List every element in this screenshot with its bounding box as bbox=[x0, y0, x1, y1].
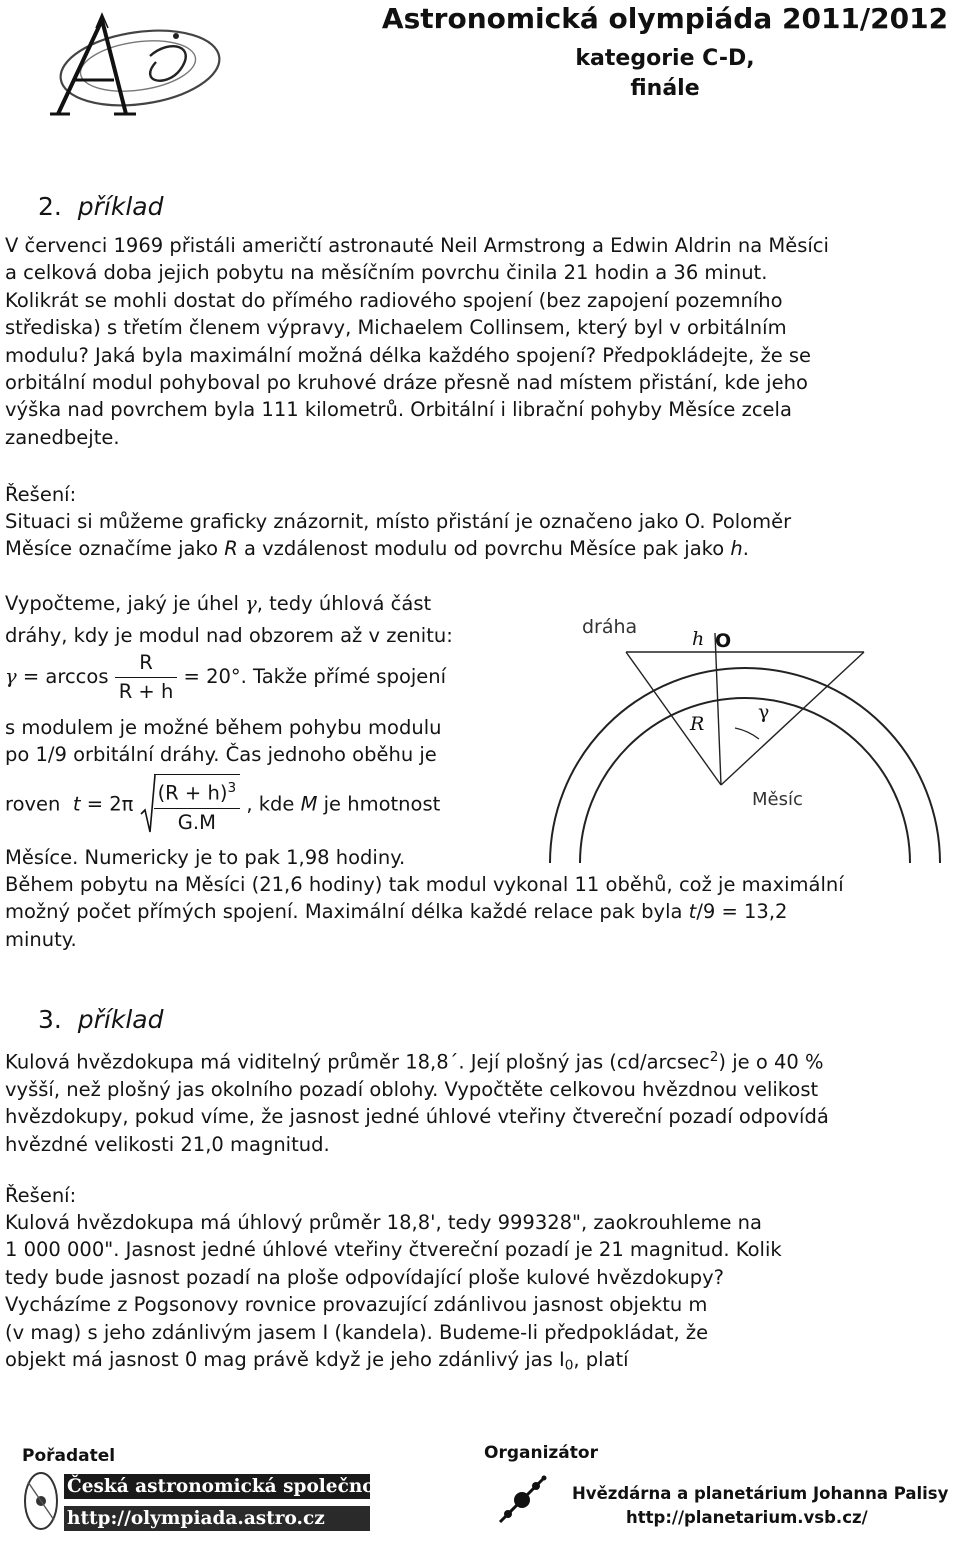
period-fraction: $\frac{(R + h)^3}{G.M}$ bbox=[154, 774, 241, 836]
host-url[interactable]: http://planetarium.vsb.cz/ bbox=[626, 1508, 868, 1527]
round-label: finále bbox=[630, 76, 700, 101]
gamma-label: γ bbox=[758, 701, 770, 723]
gamma-formula: γ = arccos $\frac{R}{R + h}$ = 20°. Takže přímé spojení bbox=[5, 651, 447, 703]
problem-2-text: V červenci 1969 přistáli američtí astronauté Neil Armstrong a Edwin Aldrin na Měsíci a celková doba jejich pobytu na měsíčním povrchu činila 21 hodin a 36 minut. Kolikrát se mohli dostat do přímého radiového spojení (bez zapojení pozemního střediska) s třetím členem výpravy, Michaelem Collinsem, který byl v orbitálním modulu? Jaká byla maximální možná délka každého spojení? Předpokládejte, že se orbitální modul pohyboval po kruhové dráze přesně nad místem přistání, kde jeho výška nad povrchem byla 111 kilometrů. Orbitální i librační pohyby Měsíce zcela zanedbejte. bbox=[5, 234, 829, 449]
problem-3-heading: 3. příklad bbox=[38, 1005, 164, 1034]
page-title: Astronomická olympiáda 2011/2012 bbox=[381, 2, 949, 35]
solution-text: Situaci si můžeme graficky znázornit, místo přistání je označeno jako O. Poloměr Měsíce označíme jako R a vzdálenost modulu od povrchu Měsíce pak jako h. bbox=[5, 510, 792, 561]
category-label: kategorie C-D, bbox=[575, 46, 755, 71]
moon-label: Měsíc bbox=[752, 789, 803, 810]
solution-3-label: Řešení: bbox=[5, 1184, 77, 1207]
calc-line-1: Vypočteme, jaký je úhel γ, tedy úhlová část bbox=[5, 592, 432, 615]
host-label: Organizátor bbox=[484, 1443, 598, 1463]
organizer-name: Česká astronomická společnost bbox=[64, 1474, 370, 1499]
cas-logo-icon bbox=[22, 1470, 60, 1532]
calc-line-3: s modulem je možné během pohybu modulu bbox=[5, 716, 442, 739]
problem-3-text: Kulová hvězdokupa má viditelný průměr 18,8´. Její plošný jas (cd/arcsec$^2$) je o 40 % vyšší, než plošný jas okolního pozadí oblohy. Vypočtěte celkovou hvězdnou velikost hvězdokupy, pokud víme, že jasnost jedné úhlové vteřiny čtvereční pozadí odpovídá hvězdné velikosti 21,0 magnitud. bbox=[5, 1049, 829, 1156]
calc-line-4: po 1/9 orbitální dráhy. Čas jednoho oběhu je bbox=[5, 743, 437, 766]
calc-line-5: Měsíce. Numericky je to pak 1,98 hodiny. bbox=[5, 846, 406, 869]
organizer-label: Pořadatel bbox=[22, 1446, 116, 1466]
olympiad-logo-icon bbox=[30, 10, 230, 125]
solution-label: Řešení: bbox=[5, 483, 77, 506]
h-label: h bbox=[692, 628, 705, 650]
o-label: O bbox=[715, 630, 732, 652]
angle-arc bbox=[735, 728, 759, 739]
period-formula: roven t = 2π $\frac{(R + h)^3}{G.M}$ , kde M je hmotnost bbox=[5, 774, 440, 836]
moon-surface-arc bbox=[580, 698, 910, 863]
planetarium-logo-icon bbox=[492, 1470, 552, 1530]
calc-line-2: dráhy, kdy je modul nad obzorem až v zenitu: bbox=[5, 624, 453, 647]
final-text: Během pobytu na Měsíci (21,6 hodiny) tak modul vykonal 11 oběhů, což je maximální možný počet přímých spojení. Maximální délka každé relace pak byla t/9 = 13,2 minuty. bbox=[5, 873, 844, 951]
solution-3-text: Kulová hvězdokupa má úhlový průměr 18,8', tedy 999328", zaokrouhleme na 1 000 000". Jasnost jedné úhlové vteřiny čtvereční pozadí je 21 magnitud. Kolik tedy bude jasnost pozadí na ploše odpovídající ploše kulové hvězdokupy? Vycházíme z Pogsonovy rovnice provazující zdánlivou jasnost objektu m (v mag) s jeho zdánlivým jasem I (kandela). Budeme-li předpokládat, že objekt má jasnost 0 mag právě když je jeho zdánlivý jas $I_0$, platí bbox=[5, 1211, 782, 1374]
gamma-fraction: $\frac{R}{R + h}$ bbox=[115, 650, 178, 705]
host-name: Hvězdárna a planetárium Johanna Palisy bbox=[572, 1484, 949, 1503]
problem-2-heading: 2. příklad bbox=[38, 192, 164, 221]
r-label: R bbox=[690, 713, 705, 735]
organizer-block bbox=[22, 1470, 394, 1534]
orbit-label: dráha bbox=[582, 616, 638, 638]
radius-vertical bbox=[715, 633, 721, 785]
orbit-diagram bbox=[530, 605, 955, 865]
radius-right bbox=[721, 652, 864, 785]
organizer-url[interactable]: http://olympiada.astro.cz bbox=[64, 1506, 370, 1531]
